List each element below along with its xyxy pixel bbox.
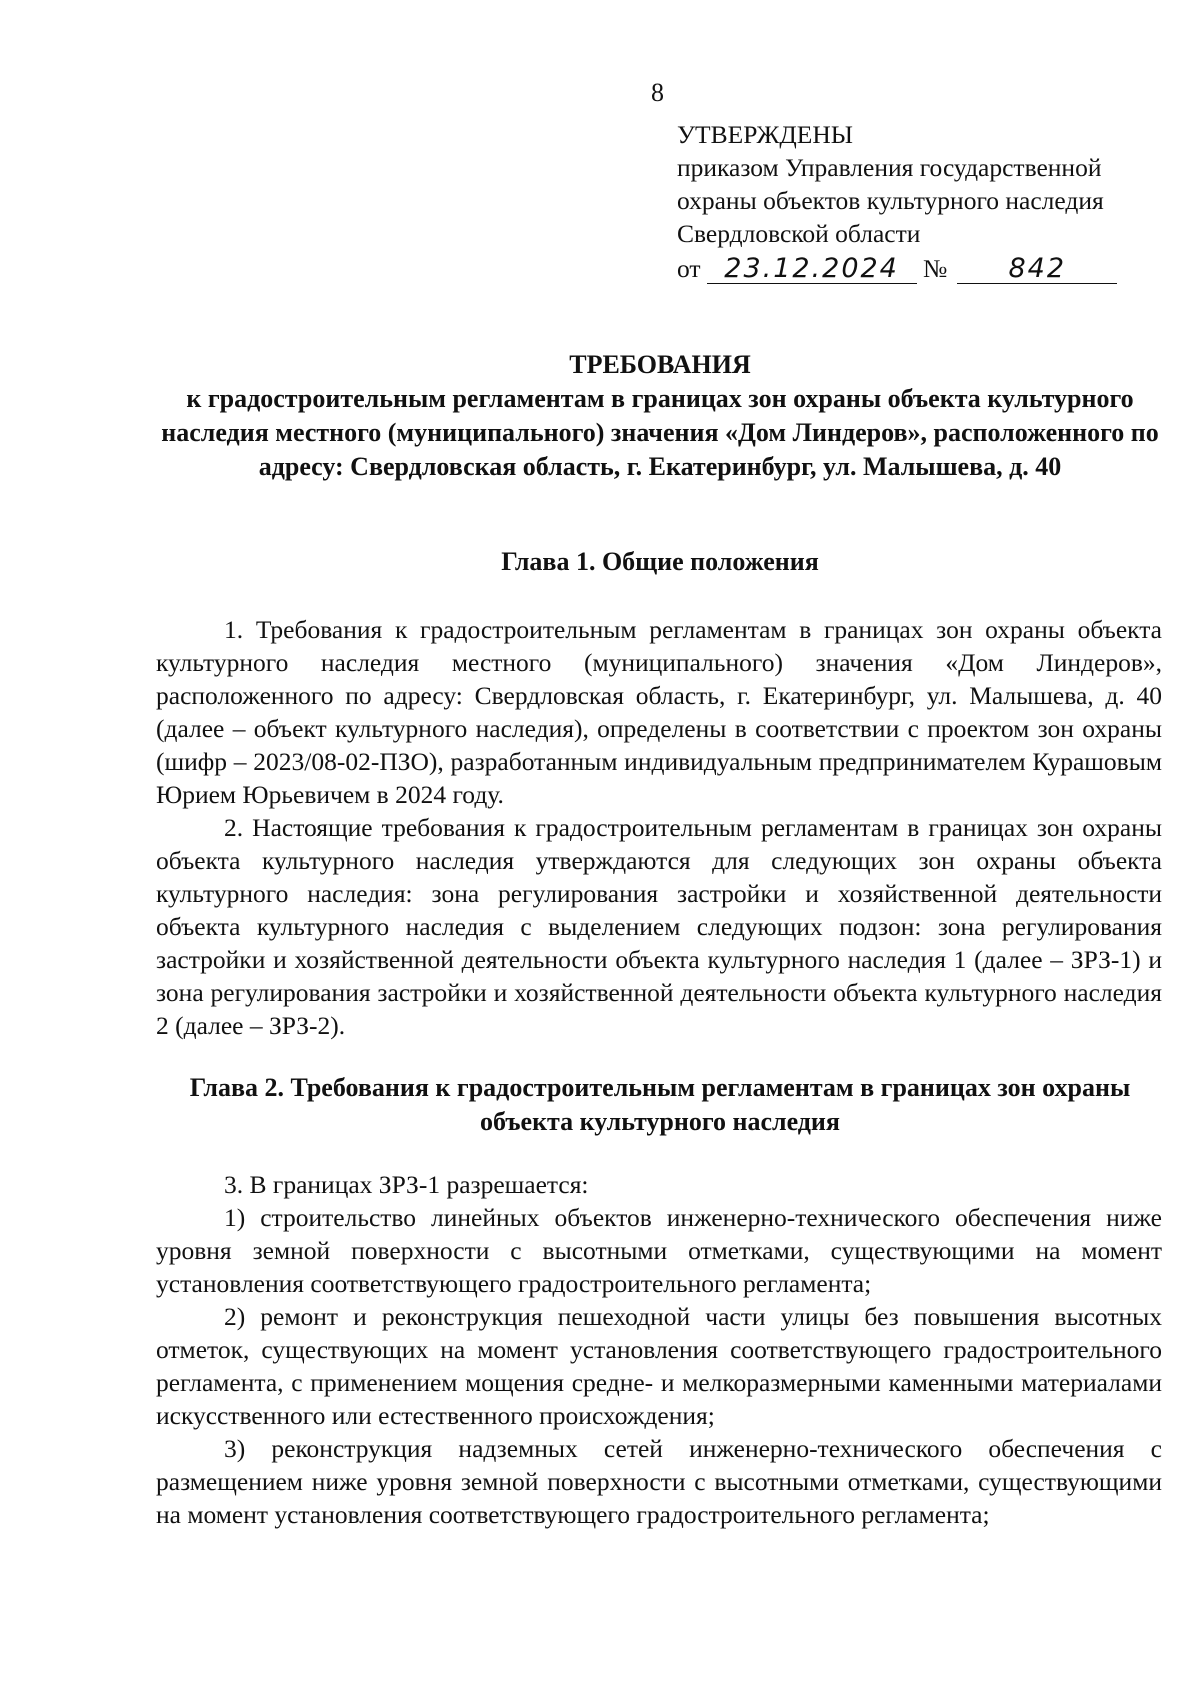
approval-date-number-line	[677, 252, 1177, 285]
date-prefix: от	[677, 254, 701, 283]
approval-line: охраны объектов культурного наследия	[677, 186, 1104, 215]
handwritten-date: 23.12.2024	[707, 255, 917, 284]
paragraph: 1. Требования к градостроительным регламентам в границах зон охраны объекта культурного наследия местного (муниципального) значения «Дом Линдеров», расположенного по адресу: Свердловская область, г. Екатеринбург, ул. Малышева, д. 40 (далее – объект культурного наследия), определены в соответствии с проектом зон охраны (шифр – 2023/08-02-ПЗО), разработанным индивидуальным предпринимателем Курашовым Юрием Юрьевичем в 2024 году.	[156, 615, 1162, 809]
approval-block	[677, 118, 1177, 285]
approval-line: приказом Управления государственной	[677, 153, 1102, 182]
page-number: 8	[651, 78, 664, 107]
document-subtitle: к градостроительным регламентам в границах зон охраны объекта культурного наследия местного (муниципального) значения «Дом Линдеров», расположенного по адресу: Свердловская область, г. Екатеринбург, ул. Малышева, д. 40	[161, 384, 1159, 481]
number-prefix: №	[922, 254, 948, 283]
chapter-2-title: Глава 2. Требования к градостроительным регламентам в границах зон охраны объекта культурного наследия	[189, 1073, 1131, 1136]
paragraph: 3) реконструкция надземных сетей инженерно-технического обеспечения с размещением ниже уровня земной поверхности с высотными отметками, существующими на момент установления соответствующего градостроительного регламента;	[156, 1434, 1162, 1529]
document-title: ТРЕБОВАНИЯ	[569, 350, 751, 379]
approval-heading: УТВЕРЖДЕНЫ	[677, 120, 853, 149]
paragraph: 1) строительство линейных объектов инженерно-технического обеспечения ниже уровня земной поверхности с высотными отметками, существующими на момент установления соответствующего градостроительного регламента;	[156, 1203, 1162, 1298]
document-title-block	[150, 348, 1170, 484]
paragraph: 3. В границах ЗРЗ-1 разрешается:	[224, 1170, 589, 1199]
paragraph: 2. Настоящие требования к градостроительным регламентам в границах зон охраны объекта культурного наследия утверждаются для следующих зон охраны объекта культурного наследия: зона регулирования застройки и хозяйственной деятельности объекта культурного наследия с выделением следующих подзон: зона регулирования застройки и хозяйственной деятельности объекта культурного наследия 1 (далее – ЗРЗ-1) и зона регулирования застройки и хозяйственной деятельности объекта культурного наследия 2 (далее – ЗРЗ-2).	[156, 813, 1162, 1040]
handwritten-number: 842	[957, 255, 1117, 284]
chapter-1-title: Глава 1. Общие положения	[501, 547, 819, 576]
paragraph: 2) ремонт и реконструкция пешеходной части улицы без повышения высотных отметок, существующих на момент установления соответствующего градостроительного регламента, с применением мощения средне- и мелкоразмерными каменными материалами искусственного или естественного происхождения;	[156, 1302, 1162, 1430]
chapter-1-body	[156, 613, 1162, 1042]
chapter-2-body	[156, 1168, 1162, 1531]
approval-line: Свердловской области	[677, 219, 921, 248]
